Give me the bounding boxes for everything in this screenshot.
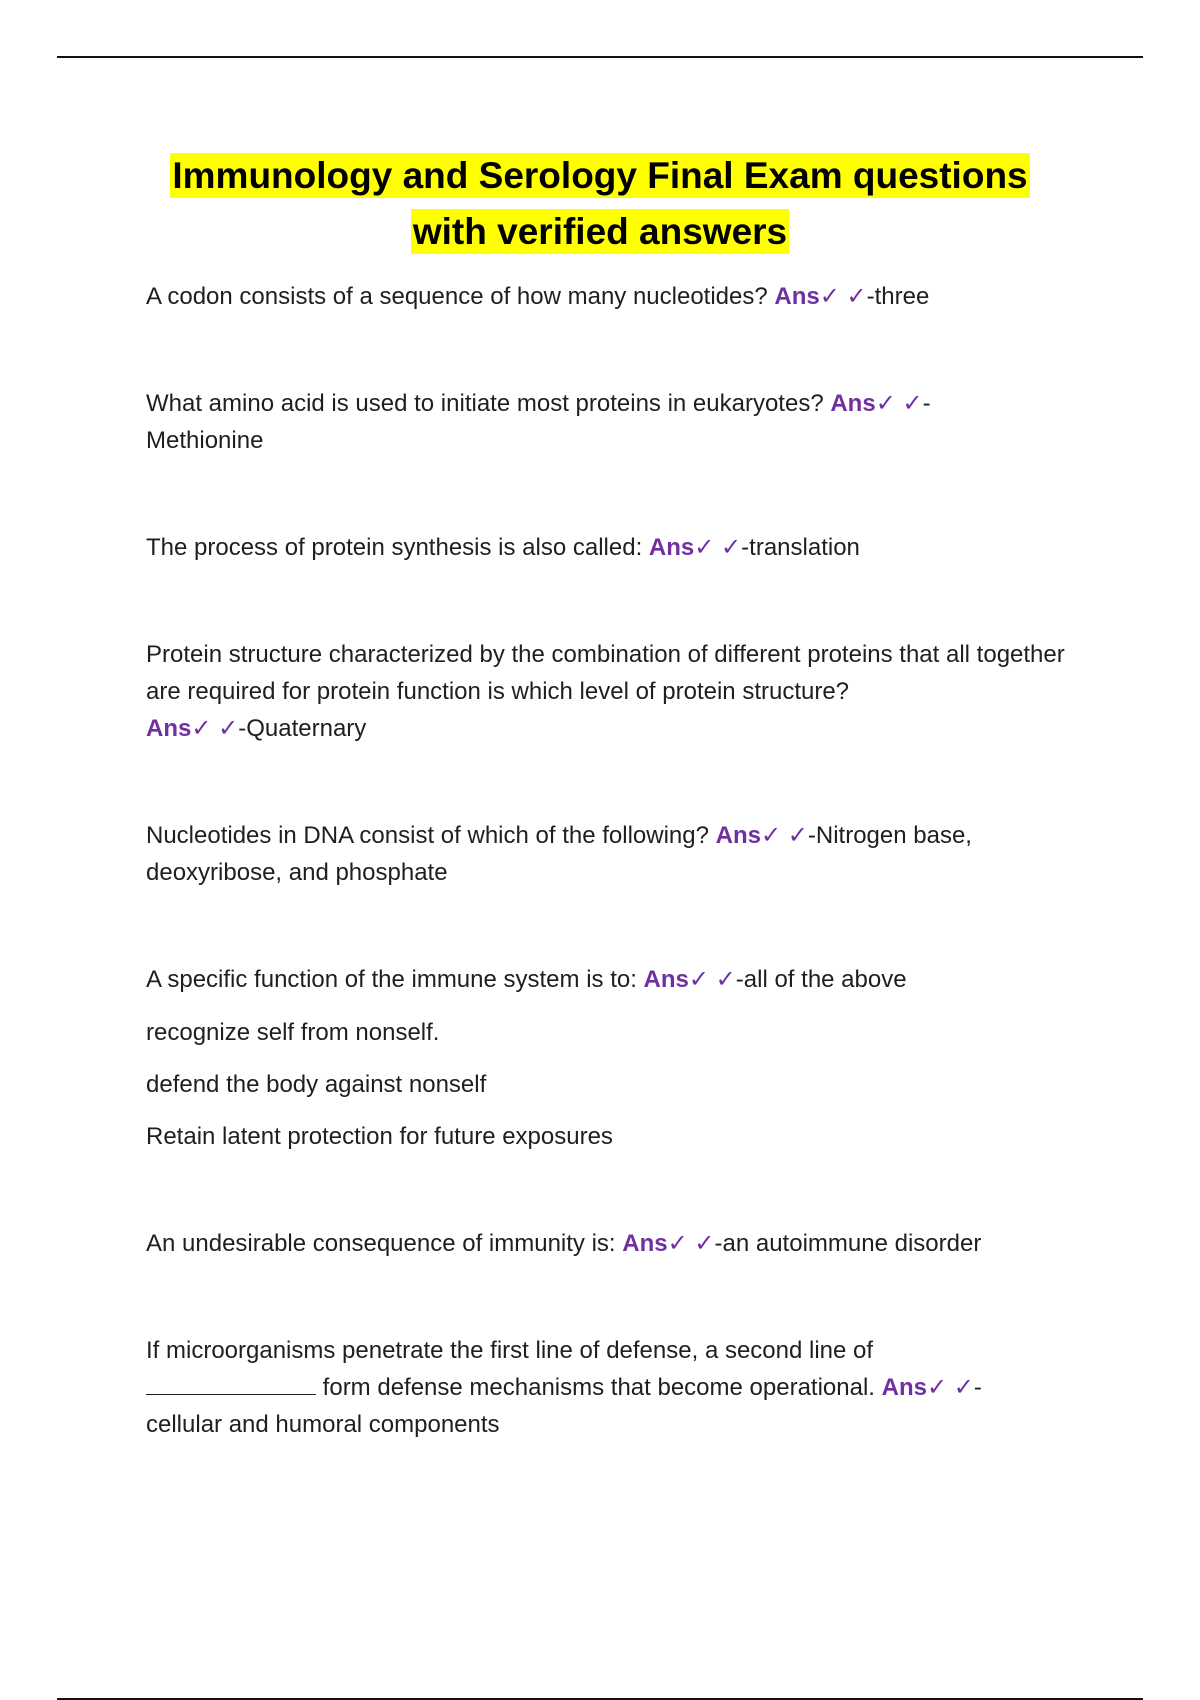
- qa-item: [146, 636, 1076, 747]
- check-icon: ✓ ✓: [191, 715, 239, 742]
- qa-list: [146, 278, 1076, 1513]
- answer-option: defend the body against nonself: [146, 1071, 487, 1098]
- answer-label: Ans: [715, 822, 761, 849]
- answer-text: -translation: [741, 534, 860, 561]
- check-icon: ✓ ✓: [694, 534, 742, 561]
- check-icon: ✓ ✓: [688, 966, 736, 993]
- check-icon: ✓ ✓: [667, 1230, 715, 1257]
- check-icon: ✓ ✓: [926, 1374, 974, 1401]
- answer-label: Ans: [881, 1374, 927, 1401]
- answer-label: Ans: [146, 715, 192, 742]
- qa-item: [146, 961, 1076, 998]
- question-text: An undesirable consequence of immunity is:: [146, 1230, 616, 1257]
- answer-option: recognize self from nonself.: [146, 1019, 440, 1046]
- answer-text: -three: [866, 283, 930, 310]
- answer-text: -Quaternary: [238, 715, 367, 742]
- qa-item: [146, 817, 1076, 891]
- qa-item: [146, 278, 1076, 315]
- question-text: What amino acid is used to initiate most proteins in eukaryotes?: [146, 390, 824, 417]
- answer-label: Ans: [622, 1230, 668, 1257]
- top-rule: [57, 56, 1143, 58]
- qa-item: [146, 529, 1076, 566]
- question-text: The process of protein synthesis is also called:: [146, 534, 643, 561]
- answer-label: Ans: [774, 283, 820, 310]
- title-highlight: Immunology and Serology Final Exam questions with verified answers: [172, 155, 1028, 252]
- check-icon: ✓ ✓: [760, 822, 808, 849]
- answer-text: cellular and humoral components: [146, 1411, 500, 1438]
- qa-item: If microorganisms penetrate the first line of defense, a second line of form defense mechanisms that become operational. Ans✓ ✓- cellular and humoral components: [146, 1337, 982, 1438]
- answer-label: Ans: [830, 390, 876, 417]
- answer-text: -Nitrogen base, deoxyribose, and phosphate: [146, 822, 972, 886]
- answer-label: Ans: [643, 966, 689, 993]
- question-text: Protein structure characterized by the combination of different proteins that all together are required for protein function is which level of protein structure?: [146, 641, 1065, 705]
- question-text: Nucleotides in DNA consist of which of the following?: [146, 822, 709, 849]
- question-text: A specific function of the immune system is to:: [146, 966, 637, 993]
- answer-text: -an autoimmune disorder: [714, 1230, 982, 1257]
- page-title: [100, 148, 1100, 260]
- question-text-continued: form defense mechanisms that become operational.: [322, 1374, 875, 1401]
- answer-text: -all of the above: [735, 966, 907, 993]
- qa-item: [146, 1225, 1076, 1262]
- fill-in-blank: [146, 1372, 316, 1395]
- qa-item: What amino acid is used to initiate most proteins in eukaryotes? Ans✓ ✓- Methionine: [146, 390, 931, 454]
- answer-option: Retain latent protection for future exposures: [146, 1123, 613, 1150]
- check-icon: ✓ ✓: [875, 390, 923, 417]
- answer-text: Methionine: [146, 427, 264, 454]
- question-text: If microorganisms penetrate the first line of defense, a second line of: [146, 1337, 874, 1364]
- question-text: A codon consists of a sequence of how many nucleotides?: [146, 283, 768, 310]
- answer-label: Ans: [648, 534, 695, 561]
- check-icon: ✓ ✓: [819, 283, 867, 310]
